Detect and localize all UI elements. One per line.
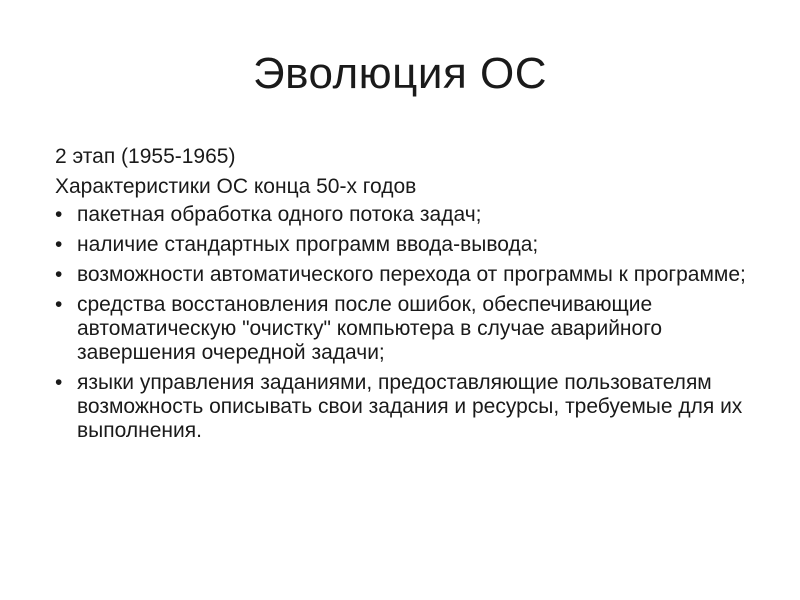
bullet-icon: • — [55, 203, 63, 226]
list-item — [55, 263, 755, 287]
list-item-text: средства восстановления после ошибок, обеспечивающие автоматическую "очистку" компьютера в случае аварийного завершения очередной задачи; — [77, 293, 663, 364]
slide-title: Эволюция ОС — [252, 49, 547, 98]
list-item-text: языки управления заданиями, предоставляющие пользователям возможность описывать свои задания и ресурсы, требуемые для их выполнения. — [77, 371, 743, 442]
bullet-icon: • — [55, 293, 63, 316]
bullet-icon: • — [55, 263, 63, 286]
list-item-text: наличие стандартных программ ввода-вывода; — [77, 233, 539, 256]
list-item — [55, 371, 755, 443]
characteristics-list — [55, 203, 755, 443]
list-item-text: пакетная обработка одного потока задач; — [77, 203, 482, 226]
list-item — [55, 203, 755, 227]
slide-content — [55, 143, 755, 449]
bullet-icon: • — [55, 233, 63, 256]
stage-heading: 2 этап (1955-1965) — [55, 145, 236, 168]
list-item — [55, 293, 755, 365]
list-item — [55, 233, 755, 257]
list-item-text: возможности автоматического перехода от программы к программе; — [77, 263, 746, 286]
bullet-icon: • — [55, 371, 63, 394]
characteristics-heading: Характеристики ОС конца 50-х годов — [55, 175, 417, 198]
